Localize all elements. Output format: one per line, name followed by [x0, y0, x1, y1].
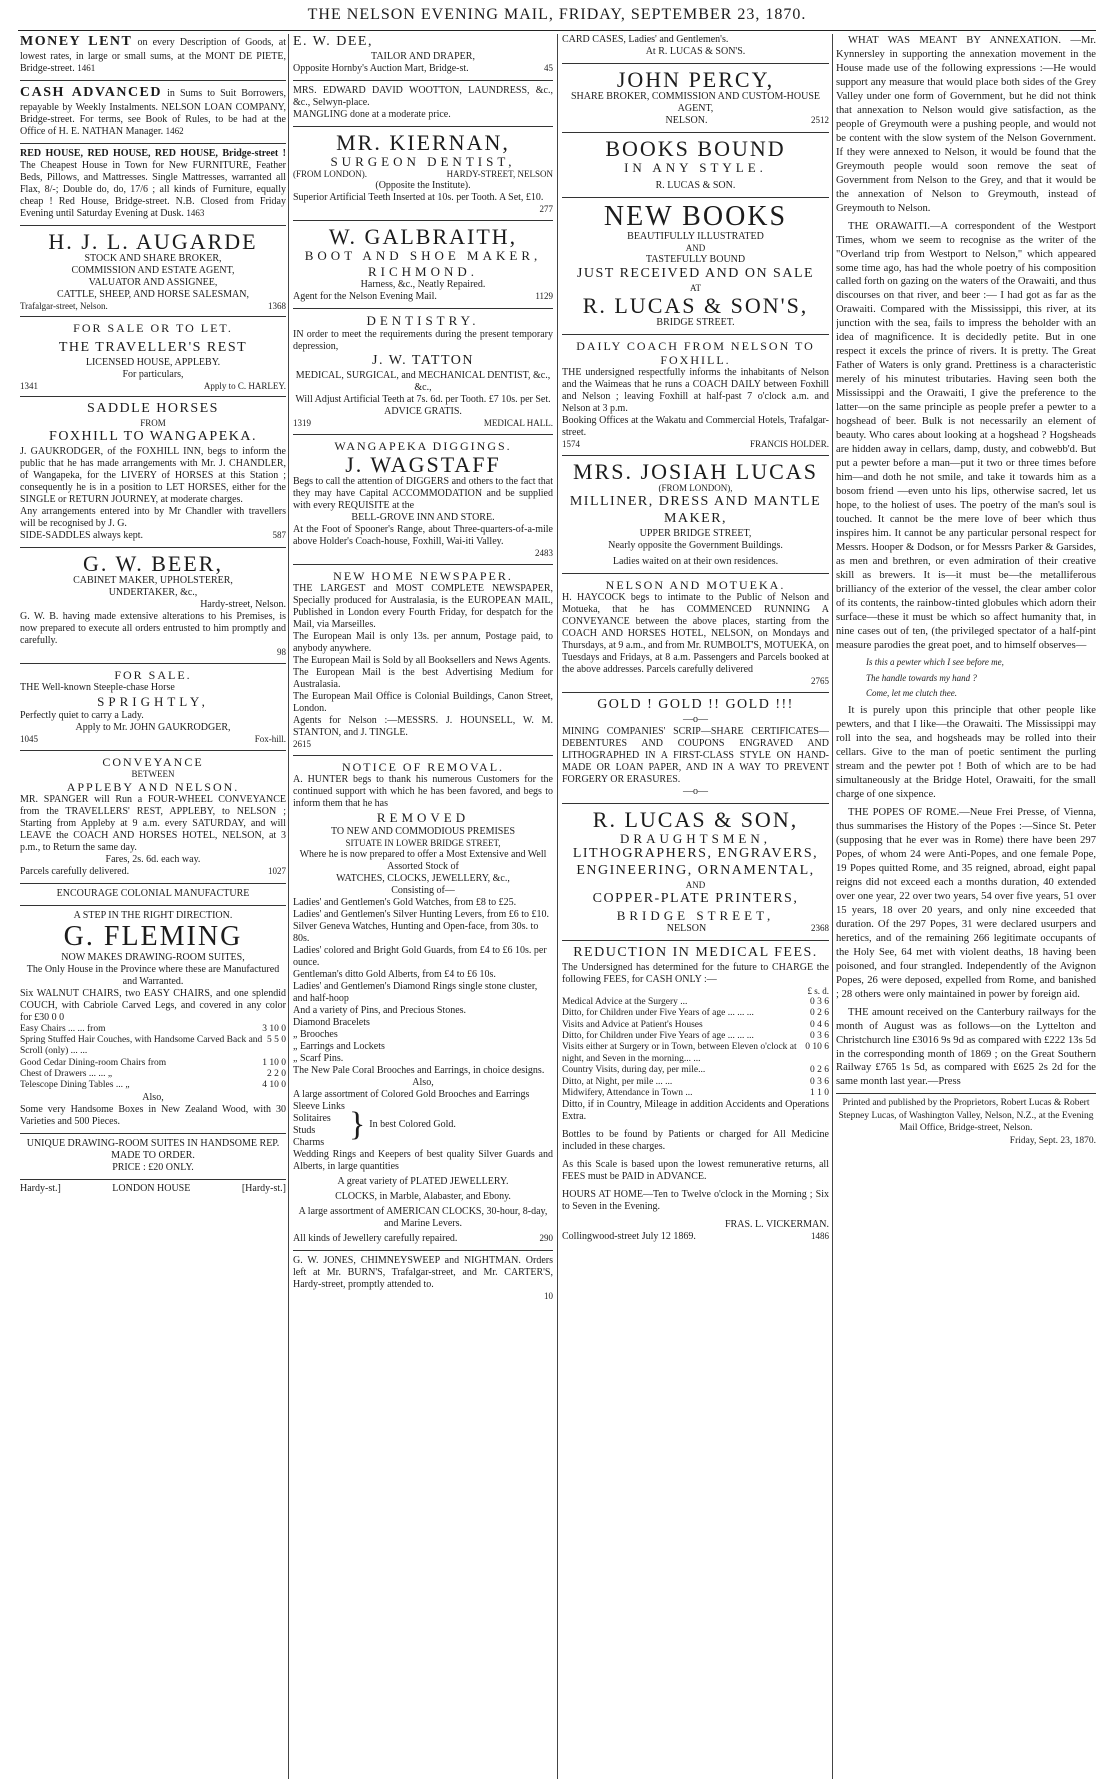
fee-item: Ditto, for Children under Five Years of age ... ... ... [562, 1030, 754, 1041]
stock-item: Ladies' colored and Bright Gold Guards, from £4 to £6 10s. per ounce. [293, 944, 547, 968]
ad-line: All kinds of Jewellery carefully repaired. [293, 1232, 458, 1244]
ad-line: AND [685, 243, 706, 254]
ad-books-bound [562, 133, 829, 198]
brace-group [293, 1101, 553, 1149]
section-heading: NELSON AND MOTUEKA. [605, 577, 786, 592]
ad-saddle-horses [20, 397, 286, 547]
fee-amount: 0 2 6 [810, 1008, 829, 1019]
fee-item: Medical Advice at the Surgery ... [562, 996, 688, 1007]
ad-line: NELSON [666, 923, 707, 935]
ad-lucas-son [562, 804, 829, 941]
article-orawaiti-cont: It is purely upon this principle that other people like pewters, and that I like—the Orawaiti. The Mississippi may roll into the sea, and hogsheads may be rolled into their cellars. Give to the man of poetic sentiment the purling stream and the pewter pot ! Both of which are to be had simultaneously at the Bridge Hotel, Orawaiti, for the small charge of one sixpence. [836, 705, 1096, 801]
ad-kiernan [293, 127, 553, 221]
price-value: 1 10 0 [262, 1057, 286, 1068]
ad-card-cases [562, 34, 829, 64]
ad-line: Harness, &c., Neatly Repaired. [360, 279, 486, 291]
ad-line: SURGEON DENTIST, [330, 153, 516, 169]
ad-number: 2615 [293, 739, 311, 750]
ad-newspaper [293, 565, 553, 756]
divider-ornament: —o— [683, 785, 708, 797]
ad-text: G. W. B. having made extensive alterations to his Premises, is now prepared to execute all orders entrusted to him promptly and carefully. [20, 610, 286, 646]
ad-new-books [562, 198, 829, 335]
ad-title: NEW BOOKS [603, 200, 788, 232]
fee-item: Visits either at Surgery or in Town, between Eleven o'clock at night, and Seven in the morning... ... [562, 1042, 797, 1064]
ad-line: APPLEBY AND NELSON. [66, 779, 240, 794]
price-value: 2 2 0 [267, 1069, 286, 1080]
ad-title: GOLD ! GOLD !! GOLD !!! [597, 696, 794, 712]
ad-wangapeka [293, 435, 553, 565]
price-value: 5 5 0 [267, 1034, 286, 1045]
ad-line: LONDON HOUSE [112, 1182, 191, 1194]
stock-item: „ Brooches [293, 1028, 338, 1040]
section-heading: DAILY COACH FROM NELSON TO FOXHILL. [576, 338, 815, 368]
section-heading: FOR SALE OR TO LET. [73, 321, 233, 336]
ad-line: TO NEW AND COMMODIOUS PREMISES [330, 826, 516, 837]
ad-text: MRS. EDWARD DAVID WOOTTON, LAUNDRESS, &c., &c., Selwyn-place. [293, 84, 553, 108]
ad-line: LITHOGRAPHERS, ENGRAVERS, [572, 846, 819, 862]
ad-text: on every Description of Goods, at lowest rates, in large or small sums, at the MONT DE PIETE, Bridge-street. [20, 37, 286, 74]
ad-line: SIDE-SADDLES always kept. [20, 529, 144, 541]
ad-fleming [20, 906, 286, 1134]
ad-text: The European Mail is the best Advertising Medium for Australasia. [293, 667, 553, 691]
price-item: Good Cedar Dining-room Chairs from [20, 1057, 167, 1068]
fee-row [562, 1077, 829, 1088]
ad-text: As this Scale is based upon the lowest remunerative returns, all FEES must be PAID in ADVANCE. [562, 1159, 829, 1183]
ad-mrs-lucas [562, 456, 829, 573]
ad-jones [293, 1251, 553, 1307]
ad-encourage [20, 884, 286, 906]
ad-line: BRIDGE STREET. [656, 316, 735, 328]
ad-title: MRS. JOSIAH LUCAS [573, 459, 818, 485]
fee-row [562, 1031, 829, 1042]
column-2 [293, 34, 553, 1779]
ad-line: Fares, 2s. 6d. each way. [105, 854, 201, 866]
section-heading: REDUCTION IN MEDICAL FEES. [573, 945, 818, 961]
ad-title: H. J. L. AUGARDE [48, 228, 258, 254]
ad-line: MEDICAL HALL. [483, 417, 553, 428]
ad-beer [20, 548, 286, 664]
ad-text: Any arrangements entered into by Mr Chandler with travellers will be recognised by J. G. [20, 505, 286, 529]
ad-text: Some very Handsome Boxes in New Zealand Wood, with 30 Varieties and 500 Pieces. [20, 1103, 286, 1127]
ad-galbraith [293, 221, 553, 309]
ad-line: COPPER-PLATE PRINTERS, [592, 890, 799, 906]
ad-gold [562, 693, 829, 804]
ad-line: For particulars, [122, 368, 184, 380]
verse-line: Come, let me clutch thee. [866, 688, 957, 699]
ad-line: BEAUTIFULLY ILLUSTRATED [627, 231, 764, 243]
ad-number: 1341 [20, 380, 38, 391]
ad-line: At R. LUCAS & SON'S. [645, 46, 746, 57]
ad-line: BETWEEN [131, 768, 175, 779]
ad-number: 10 [544, 1290, 553, 1301]
stock-item: The New Pale Coral Brooches and Earrings, in choice designs. [293, 1064, 545, 1076]
ad-number: 1319 [293, 417, 311, 428]
ad-line: ADVICE GRATIS. [384, 405, 462, 417]
fee-amount: 1 1 0 [810, 1087, 829, 1098]
ad-text: A large assortment of Colored Gold Brooches and Earrings [293, 1088, 530, 1100]
verse-line: The handle towards my hand ? [866, 672, 977, 683]
ad-line: BRIDGE STREET, [616, 907, 775, 923]
ad-number: 1486 [811, 1231, 829, 1242]
ad-line: UNIQUE DRAWING-ROOM SUITES IN HANDSOME REP. MADE TO ORDER. [26, 1137, 280, 1161]
fee-columns: £ s. d. [807, 985, 829, 996]
ad-line: NOW MAKES DRAWING-ROOM SUITES, [61, 951, 245, 963]
imprint-date: Friday, Sept. 23, 1870. [1009, 1136, 1096, 1146]
ad-text: MINING COMPANIES' SCRIP—SHARE CERTIFICATES—DEBENTURES AND COUPONS ENGRAVED AND LITHOGRAPHED IN A FIRST-CLASS STYLE ON HAND-MADE OR LOAN PAPER, AND IN A WAY TO PREVENT FORGERY OR ERASURES. [562, 725, 829, 785]
price-row [20, 1024, 286, 1035]
ad-text: MR. SPANGER will Run a FOUR-WHEEL CONVEYANCE from the TRAVELLERS' REST, APPLEBY, to NELSON ; Starting from Appleby at 9 a.m. every SATURDAY, and will LEAVE the COACH AND HORSES HOTEL, NELSON, at 3 p.m., to Return the same day. [20, 794, 286, 854]
ad-title: SPRIGHTLY, [97, 694, 209, 710]
column-divider [557, 34, 558, 1779]
fee-row [562, 1020, 829, 1031]
ad-line: Parcels carefully delivered. [20, 866, 130, 878]
ad-line: Trafalgar-street, Nelson. [20, 300, 108, 311]
ad-number: 1368 [268, 300, 286, 311]
ad-line: UPPER BRIDGE STREET, [639, 527, 752, 539]
fee-item: Country Visits, during day, per mile... [562, 1065, 706, 1076]
ad-text: H. HAYCOCK begs to intimate to the Public of Nelson and Motueka, that he has COMMENCED RUNNING A CONVEYANCE between the above places, starting from the COACH AND HORSES HOTEL, NELSON, on Mondays and Thursdays, at 9 a.m., and from Mr. RUMBOLT'S, MOTUEKA, on Tuesdays and Fridays, at 8 a.m. Passengers and Parcels booked at the above addresses. Parcels carefully delivered [562, 592, 829, 676]
ad-title: MR. KIERNAN, [336, 129, 510, 155]
article-annexation: WHAT WAS MEANT BY ANNEXATION. —Mr. Kynnersley in supporting the annexation movement in the House made use of the following expressions :—He would support any measure that would place both sides of the Grey Valley under one form of Government, but he did not think that annexation to Nelson would give satisfaction, as the people of Greymouth were a pushing people, and would not be content with the slow system of the Nelson Government. If they were annexed to Nelson, it would be found that the Greymouth people would soon remove the seat of Government from Nelson to the Grey, and that it would be the annexation of Nelson to Greymouth, instead of Greymouth to Nelson. [836, 35, 1096, 214]
ad-cash-advanced [20, 81, 286, 144]
ad-title: W. GALBRAITH, [328, 224, 518, 250]
stock-item: And a variety of Pins, and Precious Stones. [293, 1004, 467, 1016]
price-list [20, 1024, 286, 1092]
ad-line: HARDY-STREET, NELSON [446, 169, 553, 180]
verse-line: Is this a pewter which I see before me, [866, 656, 1004, 667]
imprint [836, 1093, 1096, 1147]
price-row [20, 1080, 286, 1091]
fee-amount: 0 10 6 [805, 1042, 829, 1053]
masthead: THE NELSON EVENING MAIL, FRIDAY, SEPTEMBER 23, 1870. [307, 6, 807, 23]
jewellery-item: Studs [293, 1124, 316, 1136]
ad-line: SITUATE IN LOWER BRIDGE STREET, [345, 838, 501, 848]
ad-wootton [293, 81, 553, 127]
ad-line: Also, [412, 1076, 434, 1088]
stock-item: „ Scarf Pins. [293, 1052, 344, 1064]
ad-line: Ladies waited on at their own residences. [612, 555, 779, 567]
ad-line: FOXHILL TO WANGAPEKA. [49, 429, 257, 445]
ad-text: The European Mail Office is Colonial Buildings, Canon Street, London. [293, 691, 553, 715]
ad-text: Will Adjust Artificial Teeth at 7s. 6d. per Tooth. £7 10s. per Set. [295, 393, 551, 405]
ad-number: 2512 [811, 115, 829, 126]
ad-dentistry [293, 309, 553, 434]
fee-item: Ditto, for Children under Five Years of age ... ... ... [562, 1008, 754, 1019]
imprint-text: Printed and published by the Proprietors, Robert Lucas & Robert Stepney Lucas, of Washington Valley, Nelson, N.Z., at the Evening Mail Office, Bridge-street, Nelson. [838, 1098, 1094, 1134]
ad-title: G. FLEMING [63, 921, 243, 953]
price-row [20, 1069, 286, 1080]
fee-row [562, 1065, 829, 1076]
ad-line: Apply to C. HARLEY. [203, 380, 286, 391]
stock-item: Ladies' and Gentlemen's Gold Watches, from £8 to £25. [293, 896, 517, 908]
ad-text: IN order to meet the requirements during the present temporary depression, [293, 328, 553, 352]
ad-text: The European Mail is Sold by all Booksellers and News Agents. [293, 655, 551, 667]
ad-text: Wedding Rings and Keepers of best quality Silver Guards and Alberts, in large quantities [293, 1148, 553, 1172]
fee-list [562, 997, 829, 1100]
ad-line: Also, [142, 1091, 164, 1103]
ad-line: Collingwood-street July 12 1869. [562, 1231, 696, 1243]
ad-text: A large assortment of AMERICAN CLOCKS, 30-hour, 8-day, and Marine Levers. [298, 1205, 548, 1229]
divider-ornament: —o— [683, 713, 708, 725]
ad-number: 2368 [811, 923, 829, 934]
section-heading: CONVEYANCE [102, 754, 204, 769]
ad-title: MONEY LENT [20, 34, 133, 49]
ad-line: Fox-hill. [254, 733, 286, 744]
ad-text: Agents for Nelson :—MESSRS. J. HOUNSELL, W. M. STANTON, and J. TINGLE. [293, 715, 553, 739]
ad-title: JOHN PERCY, [616, 67, 775, 92]
ad-line: COMMISSION AND ESTATE AGENT, [71, 264, 235, 276]
ad-text: A great variety of PLATED JEWELLERY. [337, 1175, 509, 1187]
section-heading: WANGAPEKA DIGGINGS. [334, 438, 512, 453]
jewellery-item: Solitaires [293, 1112, 331, 1124]
ad-line: ENGINEERING, ORNAMENTAL, [576, 863, 815, 879]
stock-item: Silver Geneva Watches, Hunting and Open-face, from 30s. to 80s. [293, 920, 539, 944]
ad-number: 2483 [535, 548, 553, 559]
ad-line: MILLINER, DRESS AND MANTLE MAKER, [569, 494, 822, 526]
price-item: Telescope Dining Tables ... „ [20, 1080, 130, 1091]
ad-text: THE Well-known Steeple-chase Horse [20, 682, 175, 694]
ad-line: WATCHES, CLOCKS, JEWELLERY, &c., [336, 872, 510, 884]
ad-text: Booking Offices at the Wakatu and Commercial Hotels, Trafalgar-street. [562, 415, 829, 439]
fee-row [562, 1008, 829, 1019]
stock-list [293, 897, 553, 1077]
ad-number: 290 [539, 1232, 553, 1243]
ad-line: PRICE : £20 ONLY. [112, 1161, 194, 1173]
ad-red-house [20, 144, 286, 226]
ad-number: 1045 [20, 733, 38, 744]
column-divider [288, 34, 289, 1779]
section-heading: NOTICE OF REMOVAL. [341, 760, 505, 775]
ad-text: At the Foot of Spooner's Range, about Three-quarters-of-a-mile above Holder's Coach-house, Foxhill, Wai-iti Valley. [293, 524, 553, 548]
ad-number: 277 [539, 204, 553, 215]
ad-dee [293, 34, 553, 81]
ad-text: HOURS AT HOME—Ten to Twelve o'clock in the Morning ; Six to Seven in the Evening. [562, 1189, 829, 1213]
fee-amount: 0 3 6 [810, 1030, 829, 1041]
ad-line: BOOT AND SHOE MAKER, [304, 248, 542, 264]
ad-line: IN ANY STYLE. [624, 160, 767, 176]
ad-title: E. W. DEE, [293, 34, 373, 49]
ad-removal [293, 756, 553, 1251]
ad-number: 1027 [268, 866, 286, 877]
ad-line: UNDERTAKER, &c., [108, 586, 198, 598]
ad-number: 587 [272, 529, 286, 540]
ad-percy [562, 64, 829, 133]
ad-text: CARD CASES, Ladies' and Gentlemen's. [562, 34, 729, 45]
ad-text: in Sums to Suit Borrowers, repayable by Weekly Instalments. NELSON LOAN COMPANY, Bridge-street. For terms, see Book of Rules, to be had at the Office of H. E. NATHAN Manager. [20, 87, 286, 137]
ad-line: JUST RECEIVED AND ON SALE [576, 265, 815, 281]
ad-footer [20, 1180, 286, 1195]
fee-amount: 0 2 6 [810, 1065, 829, 1076]
ad-text: THE undersigned respectfully informs the inhabitants of Nelson and the Waimeas that he runs a COACH DAILY between Foxhill and Nelson ; leaving Foxhill at half-past 7 o'clock a.m. and Nelson at 3 p.m. [562, 367, 829, 415]
ad-line: In best Colored Gold. [369, 1118, 456, 1130]
ad-line: R. LUCAS & SON. [655, 179, 736, 191]
ad-line: CATTLE, SHEEP, AND HORSE SALESMAN, [57, 288, 249, 300]
section-heading: NEW HOME NEWSPAPER. [333, 568, 513, 583]
column-divider [832, 34, 833, 1779]
ad-text: Bottles to be found by Patients or charged for All Medicine included in these charges. [562, 1129, 829, 1153]
fee-amount: 0 3 6 [810, 1076, 829, 1087]
ad-line: Apply to Mr. JOHN GAUKRODGER, [75, 721, 231, 733]
ad-text: Begs to call the attention of DIGGERS and others to the fact that they may have Capital ACCOMMODATION and be supplied with every REQUISITE at the [293, 476, 553, 512]
stock-item: „ Earrings and Lockets [293, 1040, 385, 1052]
fee-item: Ditto, at Night, per mile ... ... [562, 1076, 673, 1087]
fee-row [562, 1088, 829, 1099]
section-heading: ENCOURAGE COLONIAL MANUFACTURE [56, 888, 250, 900]
jewellery-list [293, 1101, 345, 1149]
stock-item: Ladies' and Gentlemen's Silver Hunting Levers, from £6 to £10. [293, 908, 550, 920]
column-3 [562, 34, 829, 1779]
ad-conveyance [20, 751, 286, 885]
ad-line: Nearly opposite the Government Buildings. [608, 539, 783, 551]
ad-title: BOOKS BOUND [605, 136, 786, 162]
ad-number: 98 [277, 646, 286, 657]
ad-title: J. WAGSTAFF [345, 451, 501, 477]
ad-line: REMOVED [376, 810, 470, 826]
ad-title: RED HOUSE, RED HOUSE, RED HOUSE, Bridge-street ! [20, 147, 286, 159]
ad-travellers-rest [20, 317, 286, 397]
ad-text: A. HUNTER begs to thank his numerous Customers for the continued support with which he has been favored, and begs to inform them that he has [293, 774, 553, 810]
ad-number: 2765 [811, 676, 829, 687]
ad-text: Superior Artificial Teeth Inserted at 10s. per Tooth. A Set, £10. [293, 192, 544, 204]
ad-title: J. W. TATTON [372, 352, 474, 368]
ad-number: 45 [544, 62, 553, 73]
article-orawaiti: THE ORAWAITI.—A correspondent of the Westport Times, whom we seem to recognise as the writer of the "Overland trip from Westport to Nelson," which appeared some time ago, has had the whole poetry of his composition called forth on gazing on the waters of the Orawaiti, and thus discourses on that river, and beer :— I had got as far as the Orawaiti. Compared with the Mississippi, this river, at its junction with the sea, fails to impress the beholder with an idea of magnificence. It is decidedly petite. But in one respect it excels the prince of rivers. It is pretty. The Great Father of Waters is only grand. Prettiness is a characteristic merely of his minutest tributaries. Having seen both the Mississippi and the Orawaiti, I give the preference to the latter—on the same principle as people prefer a pewter to a hogshead of beer. Bulk is not necessarily an element of beauty. Who cares about looking at a hogshead ? Hogsheads are hidden away in cellars, damp, dusty, and cobwebb'd. But put a pewter before a man—put it two or three times before him—and doth he not smile, and take it towards him as a bosom friend —even unto his lips, otherwise sacred, let us hope, to the holiest of uses. The poetry of the man's soul is touched. It cannot be the mere love of beer which thus inspires him. It cannot be any particular personal respect for Messrs. Hooper & Dodson, or for Messrs Parker & Garsides, as men and brethren, or even admiration of their creative skill as brewers. It is—it must be—the metalliferous brilliancy of the exterior of the vessel, the clear amber color of its contents, the rainbow-tinted globules which adorn their surface—these it must be which so affect humanity that, in nine cases out of ten, (the privileged spectator of a half-pint measure parodies the great poet, and to himself observes— [836, 220, 1096, 651]
ad-line: [Hardy-st.] [241, 1182, 286, 1194]
ad-line: Opposite Hornby's Auction Mart, Bridge-st. [293, 62, 469, 74]
ad-text: The Undersigned has determined for the future to CHARGE the following FEES, for CASH ONLY :— [562, 961, 829, 985]
ad-text: J. GAUKRODGER, of the FOXHILL INN, begs to inform the public that he has made arrangements with Mr. J. CHANDLER, of Wangapeka, for the LIVERY of HORSES at this Station ; consequently he is in a position to LET HORSES, either for the SINGLE or RETURN JOURNEY, at moderate charges. [20, 445, 286, 505]
ad-text: THE LARGEST and MOST COMPLETE NEWSPAPER, Specially produced for Australasia, is the EUROPEAN MAIL, Published in London every Fourth Friday, for despatch for the Mail, via Marseilles. [293, 583, 553, 631]
ad-number: 1129 [535, 291, 553, 302]
ad-line: TASTEFULLY BOUND [645, 253, 746, 265]
article-railways: THE amount received on the Canterbury railways for the month of August was as follows—on the Lyttelton and Christchurch line £3016 9s 9d as compared with £222 13s 5d in the corresponding month of 1869 ; on the Great Southern Railway £765 1s 5d, as compared with £625 2s 2d for the same month last year.—Press [836, 1006, 1096, 1088]
section-heading: FOR SALE. [114, 667, 192, 682]
stock-item: Gentleman's ditto Gold Alberts, from £4 to £6 10s. [293, 968, 496, 980]
ad-line: TAILOR AND DRAPER, [371, 50, 475, 62]
ad-line: SHARE BROKER, COMMISSION AND CUSTOM-HOUSE AGENT, [570, 91, 821, 115]
top-rule [18, 30, 1096, 31]
ad-line: RICHMOND. [367, 263, 479, 279]
ad-line: LICENSED HOUSE, APPLEBY. [85, 356, 221, 368]
ad-augarde [20, 226, 286, 318]
ad-medical-fees [562, 941, 829, 1248]
ad-line: Hardy-st.] [20, 1182, 61, 1194]
ad-line: AT [690, 282, 701, 293]
ad-number: 1463 [186, 207, 205, 218]
ad-line: DRAUGHTSMEN, [620, 830, 771, 846]
section-heading: A STEP IN THE RIGHT DIRECTION. [73, 910, 233, 922]
ad-money-lent [20, 34, 286, 81]
fee-item: Midwifery, Attendance in Town ... [562, 1087, 693, 1098]
price-item: Chest of Drawers ... ... „ [20, 1069, 113, 1080]
ad-text: Six WALNUT CHAIRS, two EASY CHAIRS, and one splendid COUCH, with Cabriole Carved Legs, and covered in any color for £30 0 0 [20, 987, 286, 1023]
price-row [20, 1058, 286, 1069]
ad-for-sale [20, 664, 286, 751]
stock-item: Diamond Bracelets [293, 1016, 370, 1028]
section-heading: DENTISTRY. [366, 313, 480, 329]
ad-text: The European Mail is only 13s. per annum, Postage paid, to anybody anywhere. [293, 631, 553, 655]
fee-amount: 0 4 6 [810, 1019, 829, 1030]
ad-line: CABINET MAKER, UPHOLSTERER, [73, 574, 233, 586]
ad-daily-coach [562, 335, 829, 457]
ad-line: STOCK AND SHARE BROKER, [84, 252, 222, 264]
ad-line: (FROM LONDON). [293, 169, 367, 180]
jewellery-item: Charms [293, 1136, 325, 1148]
brace: } [348, 1105, 366, 1143]
price-value: 4 10 0 [262, 1080, 286, 1091]
price-item: Spring Stuffed Hair Couches, with Handsome Carved Back and Scroll (only) ... ... [20, 1034, 263, 1057]
ad-line: R. LUCAS & SON'S, [582, 292, 809, 318]
price-value: 3 10 0 [262, 1023, 286, 1034]
ad-line: FROM [140, 418, 166, 429]
ad-line: FRAS. L. VICKERMAN. [725, 1219, 829, 1231]
ad-title: CASH ADVANCED [20, 84, 163, 100]
ad-line: VALUATOR AND ASSIGNEE, [88, 276, 218, 288]
ad-line: BELL-GROVE INN AND STORE. [351, 512, 495, 524]
fee-row [562, 1042, 829, 1065]
jewellery-item: Sleeve Links [293, 1100, 345, 1112]
ad-text: MEDICAL, SURGICAL, and MECHANICAL DENTIST, &c., &c., [295, 369, 551, 393]
ad-line: AND [685, 879, 706, 890]
ad-line: FRANCIS HOLDER. [749, 439, 829, 450]
ad-text: Ditto, if in Country, Mileage in addition Accidents and Operations Extra. [562, 1099, 829, 1123]
ad-number: 1462 [165, 125, 184, 136]
ad-line: Hardy-street, Nelson. [200, 598, 286, 610]
ad-line: (FROM LONDON), [658, 483, 733, 494]
ad-line: Consisting of— [391, 884, 455, 896]
ad-text: MANGLING done at a moderate price. [293, 108, 451, 120]
column-1 [20, 34, 286, 1779]
fee-row [562, 997, 829, 1008]
ad-number: 1574 [562, 439, 580, 450]
ad-text: Perfectly quiet to carry a Lady. [20, 709, 144, 721]
fee-item: Visits and Advice at Patient's Houses [562, 1019, 703, 1030]
ad-text: The Only House in the Province where these are Manufactured and Warranted. [26, 963, 280, 987]
ad-line: (Opposite the Institute). [375, 180, 471, 192]
ad-line: NELSON. [665, 115, 708, 127]
price-row [20, 1035, 286, 1058]
ad-motueka [562, 574, 829, 693]
column-4 [836, 34, 1096, 1779]
ad-line: Agent for the Nelson Evening Mail. [293, 291, 437, 303]
ad-text: The Cheapest House in Town for New FURNITURE, Feather Beds, Pillows, and Mattresses. Single Mattresses, warranted all Flax, 8/-; Double do, do, 17/6 ; all kinds of Furniture, equally cheap ! Red House, Bridge-street. N.B. Closed from Friday Evening until Saturday Evening at Dusk. [20, 159, 286, 219]
ad-title: G. W. BEER, [83, 550, 223, 576]
ad-unique-suites [20, 1134, 286, 1180]
ad-title: SADDLE HORSES [87, 401, 219, 417]
article-popes: THE POPES OF ROME.—Neue Frei Presse, of Vienna, thus summarises the History of the Popes :—Since St. Peter (supposing that he ever was in Rome) there have been 297 Popes, of whom 24 were Anti-Popes, and one female Pope, 19 Popes quitted Rome, and 35 reigned, abroad, eight papal reigns did not exceed each a months duration, 40 extended over one year, 22 over two years, 54 over five years, 51 over 15 years, 18 over 20 years, and only nine exceeded that duration. Of the 297 Popes, 31 were declared usurpers and heretics, and of the remaining 266 legitimate occupants of the Holy See, 64 met with violent deaths, 18 having been poisoned, and four strangled. Independently of the Avignon Popes, 26 were deposed, expelled from Rome, and banished ; 28 others were only maintained in power by foreign aid. [836, 807, 1096, 1000]
ad-text: Where he is now prepared to offer a Most Extensive and Well Assorted Stock of [299, 848, 547, 872]
ad-text: CLOCKS, in Marble, Alabaster, and Ebony. [335, 1190, 511, 1202]
price-item: Easy Chairs ... ... from [20, 1023, 106, 1034]
ad-title: R. LUCAS & SON, [592, 806, 799, 832]
ad-text: G. W. JONES, CHIMNEYSWEEP and NIGHTMAN. Orders left at Mr. BURN'S, Trafalgar-street, and Mr. CARTER'S, Hardy-street, promptly attended to. [293, 1254, 553, 1290]
ad-number: 1461 [77, 62, 96, 73]
fee-amount: 0 3 6 [810, 996, 829, 1007]
ad-title: THE TRAVELLER'S REST [58, 339, 248, 355]
stock-item: Ladies' and Gentlemen's Diamond Rings single stone cluster, and half-hoop [293, 980, 538, 1004]
